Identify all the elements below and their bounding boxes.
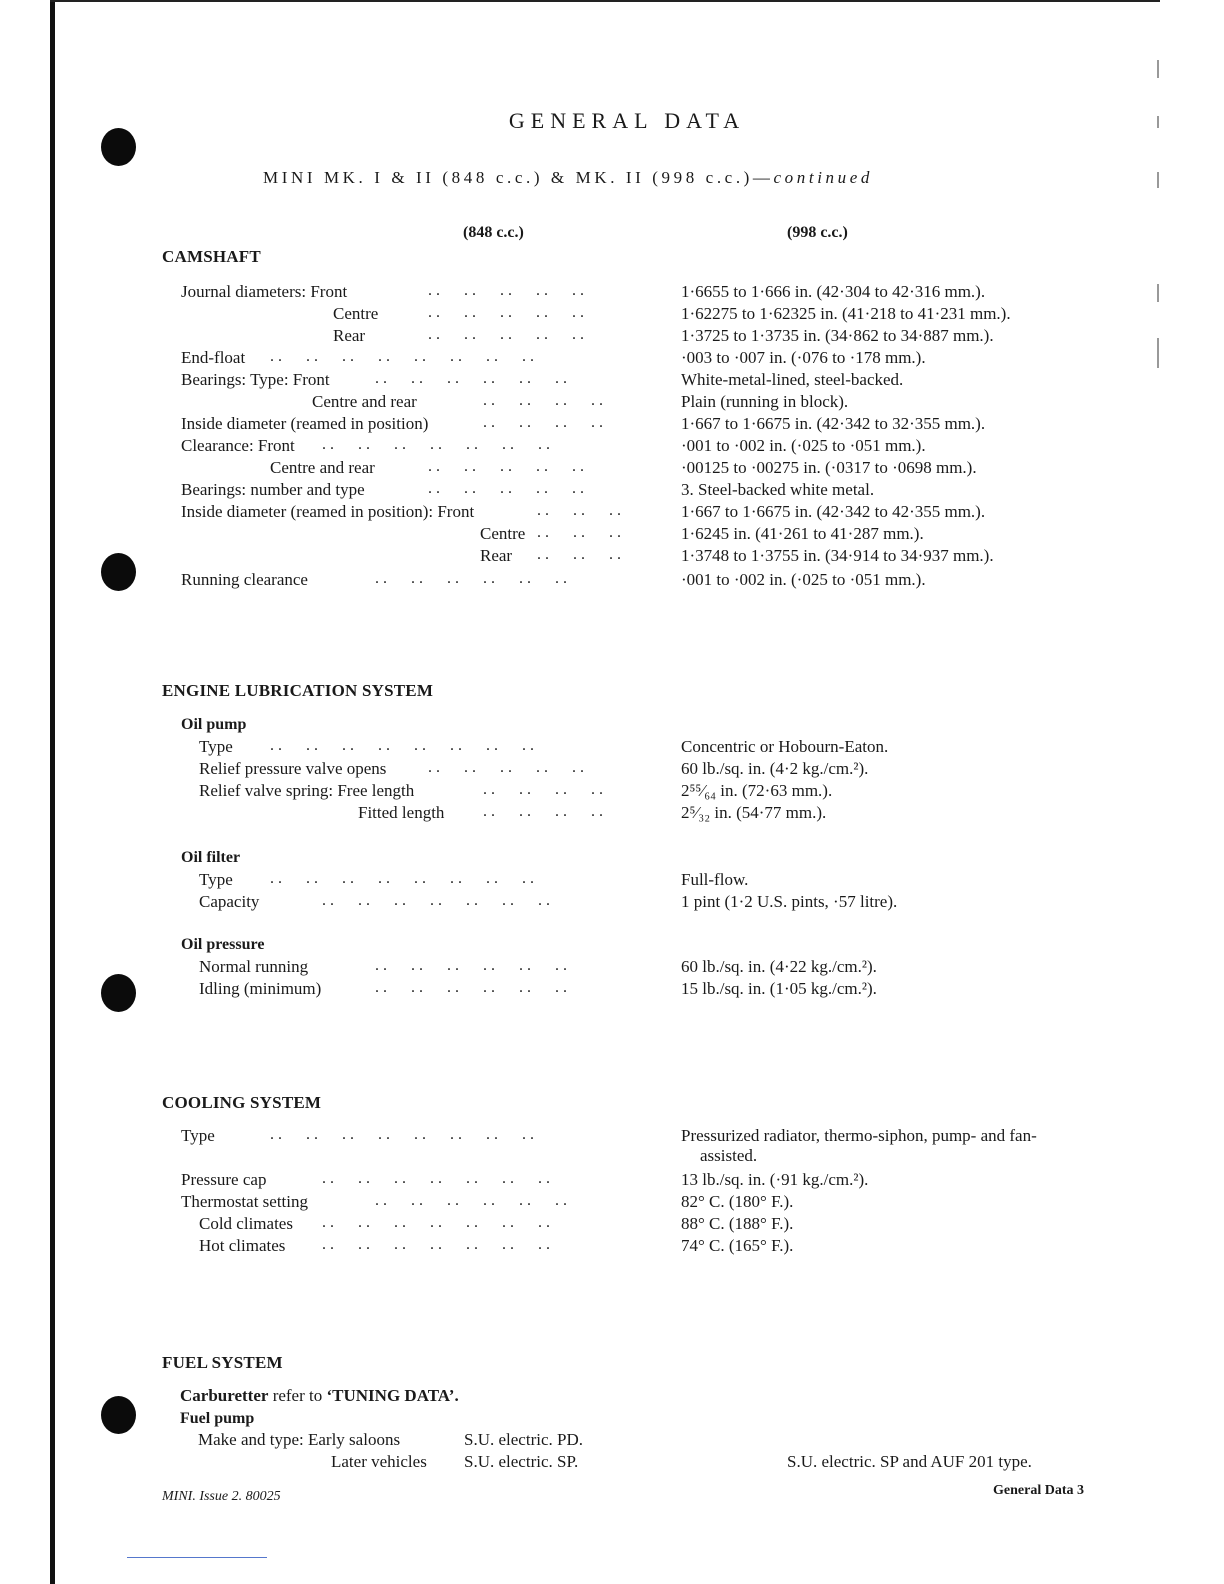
table-row <box>0 737 1224 759</box>
dot-leader: . . . . . . . . . . . . . . <box>322 436 550 453</box>
dot-leader: . . . . . . . . . . . . <box>375 957 567 974</box>
row-value: 60 lb./sq. in. (4·2 kg./cm.²). <box>681 759 869 778</box>
row-label: Bearings: number and type <box>181 480 365 499</box>
table-row <box>0 979 1224 1001</box>
section-heading-fuel: FUEL SYSTEM <box>162 1353 283 1372</box>
table-row <box>0 480 1224 502</box>
table-row <box>0 392 1224 414</box>
row-value: ·00125 to ·00275 in. (·0317 to ·0698 mm.). <box>681 458 977 477</box>
dot-leader: . . . . . . . . <box>483 392 603 409</box>
row-value: 74° C. (165° F.). <box>681 1236 794 1255</box>
row-value: 3. Steel-backed white metal. <box>681 480 875 499</box>
row-label: Inside diameter (reamed in position): Front <box>181 502 475 521</box>
row-value: White-metal-lined, steel-backed. <box>681 370 904 389</box>
row-label: Bearings: Type: Front <box>181 370 330 389</box>
table-row <box>0 282 1224 304</box>
row-label: End-float <box>181 348 246 367</box>
table-row <box>0 304 1224 326</box>
footer-page-number: General Data 3 <box>993 1483 1084 1498</box>
dot-leader: . . . . . . . . . . <box>428 326 584 343</box>
punch-hole <box>101 1396 136 1434</box>
row-value: ·001 to ·002 in. (·025 to ·051 mm.). <box>681 436 926 455</box>
footer-issue: MINI. Issue 2. 80025 <box>162 1489 281 1504</box>
row-value: 60 lb./sq. in. (4·22 kg./cm.²). <box>681 957 877 976</box>
dot-leader: . . . . . . <box>537 524 621 541</box>
table-row <box>0 1236 1224 1258</box>
row-label: Normal running <box>199 957 309 976</box>
row-label: Clearance: Front <box>181 436 295 455</box>
row-label: Later vehicles <box>331 1452 427 1471</box>
dot-leader: . . . . . . . . . . . . <box>375 979 567 996</box>
dot-leader: . . . . . . <box>537 546 621 563</box>
row-label: Journal diameters: Front <box>181 282 348 301</box>
table-row <box>0 803 1224 825</box>
row-value: 1·62275 to 1·62325 in. (41·218 to 41·231 mm.). <box>681 304 1011 323</box>
table-row <box>0 1126 1224 1148</box>
dot-leader: . . . . . . . . . . . . <box>375 370 567 387</box>
row-value: Concentric or Hobourn-Eaton. <box>681 737 889 756</box>
row-label: Thermostat setting <box>181 1192 309 1211</box>
dot-leader: . . . . . . . . . . . . . . <box>322 1236 550 1253</box>
dot-leader: . . . . . . . . . . . . . . . . <box>270 348 534 365</box>
row-label: Rear <box>480 546 513 565</box>
carburetter-label: Carburetter <box>180 1386 269 1405</box>
row-label: Centre and rear <box>270 458 375 477</box>
row-label: Centre <box>333 304 379 323</box>
subheading-oil-filter: Oil filter <box>181 849 241 866</box>
row-label: Type <box>181 1126 215 1145</box>
row-value: Pressurized radiator, thermo-siphon, pump- and fan- <box>681 1126 1037 1145</box>
table-row <box>0 458 1224 480</box>
carburetter-reference: ‘TUNING DATA’. <box>326 1386 459 1405</box>
edge-mark <box>1157 172 1159 188</box>
table-row <box>0 370 1224 392</box>
table-row <box>0 892 1224 914</box>
edge-mark <box>1157 60 1159 78</box>
row-label: Pressure cap <box>181 1170 267 1189</box>
table-row <box>0 1170 1224 1192</box>
dot-leader: . . . . . . . . . . . . . . . . <box>270 870 534 887</box>
row-value: 82° C. (180° F.). <box>681 1192 794 1211</box>
subtitle-main: MINI MK. I & II (848 c.c.) & MK. II (998 c.c.)— <box>263 168 774 187</box>
table-row <box>0 1452 1224 1474</box>
section-heading-cooling: COOLING SYSTEM <box>162 1093 322 1112</box>
row-value: Plain (running in block). <box>681 392 849 411</box>
dot-leader: . . . . . . . . . . . . . . . . <box>270 1126 534 1143</box>
table-row <box>0 1214 1224 1236</box>
dot-leader: . . . . . . . . . . . . . . <box>322 1214 550 1231</box>
table-row <box>0 436 1224 458</box>
column-header-848: (848 c.c.) <box>463 224 524 241</box>
row-value: ·001 to ·002 in. (·025 to ·051 mm.). <box>681 570 926 589</box>
row-value: 1 pint (1·2 U.S. pints, ·57 litre). <box>681 892 898 911</box>
row-label: Relief pressure valve opens <box>199 759 387 778</box>
row-label: Idling (minimum) <box>199 979 322 998</box>
dot-leader: . . . . . . . . . . . . . . . . <box>270 737 534 754</box>
section-heading-camshaft: CAMSHAFT <box>162 247 261 266</box>
dot-leader: . . . . . . . . . . <box>428 304 584 321</box>
dot-leader: . . . . . . . . <box>483 803 603 820</box>
row-value: 15 lb./sq. in. (1·05 kg./cm.²). <box>681 979 877 998</box>
table-row <box>0 781 1224 803</box>
table-row <box>0 957 1224 979</box>
row-label: Fitted length <box>358 803 445 822</box>
table-row <box>0 1430 1224 1452</box>
row-label: Make and type: Early saloons <box>198 1430 401 1449</box>
section-heading-lubrication: ENGINE LUBRICATION SYSTEM <box>162 681 434 700</box>
bottom-rule <box>127 1557 267 1558</box>
row-value: 1·6245 in. (41·261 to 41·287 mm.). <box>681 524 924 543</box>
row-label: Relief valve spring: Free length <box>199 781 415 800</box>
page-border-top <box>50 0 1160 2</box>
row-value: 2⁵⁄₃₂ in. (54·77 mm.). <box>681 803 827 822</box>
row-label: Capacity <box>199 892 260 911</box>
subheading-oil-pressure: Oil pressure <box>181 936 265 953</box>
row-value: 1·3725 to 1·3735 in. (34·862 to 34·887 mm.). <box>681 326 994 345</box>
table-row <box>0 870 1224 892</box>
dot-leader: . . . . . . . . . . . . <box>375 570 567 587</box>
row-label: Rear <box>333 326 366 345</box>
row-label: Inside diameter (reamed in position) <box>181 414 429 433</box>
dot-leader: . . . . . . . . . . . . . . <box>322 892 550 909</box>
row-label: Type <box>199 870 233 889</box>
table-row <box>0 1192 1224 1214</box>
table-row <box>0 348 1224 370</box>
dot-leader: . . . . . . . . . . . . . . <box>322 1170 550 1187</box>
row-label: Running clearance <box>181 570 308 589</box>
row-label: Type <box>199 737 233 756</box>
row-value-848: S.U. electric. SP. <box>464 1452 579 1471</box>
dot-leader: . . . . . . <box>537 502 621 519</box>
row-value-848: S.U. electric. PD. <box>464 1430 583 1449</box>
column-header-998: (998 c.c.) <box>787 224 848 241</box>
table-row <box>0 414 1224 436</box>
row-label: Cold climates <box>199 1214 293 1233</box>
dot-leader: . . . . . . . . . . <box>428 480 584 497</box>
carburetter-text: refer to <box>268 1386 327 1405</box>
row-label: Centre and rear <box>312 392 417 411</box>
dot-leader: . . . . . . . . . . <box>428 282 584 299</box>
row-value: ·003 to ·007 in. (·076 to ·178 mm.). <box>681 348 926 367</box>
table-row <box>0 759 1224 781</box>
row-value-998: S.U. electric. SP and AUF 201 type. <box>787 1452 1032 1471</box>
subheading-fuel-pump: Fuel pump <box>180 1410 255 1427</box>
row-value: 1·6655 to 1·666 in. (42·304 to 42·316 mm.). <box>681 282 986 301</box>
subheading-oil-pump: Oil pump <box>181 716 247 733</box>
dot-leader: . . . . . . . . . . . . <box>375 1192 567 1209</box>
row-label: Hot climates <box>199 1236 286 1255</box>
table-row <box>0 570 1224 592</box>
table-row <box>0 502 1224 524</box>
dot-leader: . . . . . . . . . . <box>428 458 584 475</box>
row-value: 88° C. (188° F.). <box>681 1214 794 1233</box>
row-value-continued: assisted. <box>700 1146 758 1165</box>
dot-leader: . . . . . . . . <box>483 414 603 431</box>
dot-leader: . . . . . . . . <box>483 781 603 798</box>
subtitle-continued: continued <box>773 168 873 187</box>
table-row <box>0 326 1224 348</box>
table-row <box>0 524 1224 546</box>
table-row <box>0 546 1224 568</box>
dot-leader: . . . . . . . . . . <box>428 759 584 776</box>
row-value: 1·3748 to 1·3755 in. (34·914 to 34·937 mm.). <box>681 546 994 565</box>
page-title: GENERAL DATA <box>508 108 746 133</box>
row-label: Centre <box>480 524 526 543</box>
row-value: 2⁵⁵⁄₆₄ in. (72·63 mm.). <box>681 781 833 800</box>
row-value: Full-flow. <box>681 870 749 889</box>
row-value: 13 lb./sq. in. (·91 kg./cm.²). <box>681 1170 869 1189</box>
row-value: 1·667 to 1·6675 in. (42·342 to 42·355 mm.). <box>681 502 986 521</box>
page-subtitle <box>263 168 873 188</box>
carburetter-note <box>180 1386 459 1406</box>
row-value: 1·667 to 1·6675 in. (42·342 to 32·355 mm.). <box>681 414 986 433</box>
